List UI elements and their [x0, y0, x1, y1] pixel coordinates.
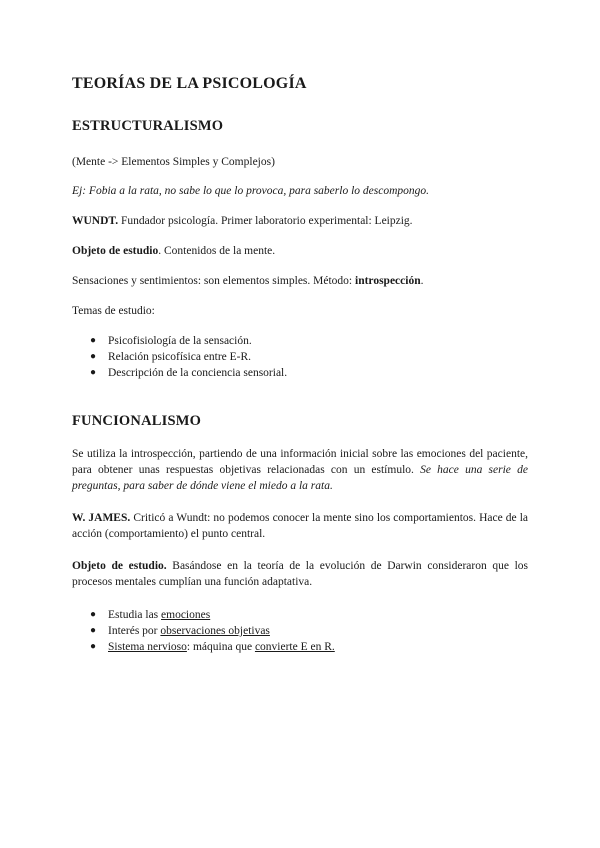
objeto-label: Objeto de estudio. [72, 560, 167, 572]
list-item-text: Descripción de la conciencia sensorial. [108, 367, 288, 379]
bullet-icon: ● [90, 641, 97, 652]
underlined-convierte: convierte E en R. [254, 641, 335, 653]
paragraph-sensaciones [72, 273, 528, 289]
bullet-icon: ● [90, 625, 97, 636]
paragraph-wundt [72, 213, 528, 229]
list-item: ● Sistema nervioso: máquina que convierte E en R. [90, 641, 335, 653]
bullet-icon: ● [90, 367, 97, 378]
metodo-end: . [420, 275, 424, 287]
james-name: W. JAMES. [72, 512, 131, 524]
list-item: ● Estudia las emociones [90, 609, 211, 621]
paragraph-temas: Temas de estudio: [72, 305, 155, 317]
section-heading-estructuralismo: ESTRUCTURALISMO [72, 118, 224, 134]
bullet-icon: ● [90, 351, 97, 362]
section-heading-funcionalismo: FUNCIONALISMO [72, 413, 202, 429]
temas-list [72, 333, 528, 381]
wundt-name: WUNDT. [72, 215, 119, 227]
paragraph-objeto-estructuralismo [72, 243, 528, 259]
list-item-text: Psicofisiología de la sensación. [108, 335, 252, 347]
list-item: ● Interés por observaciones objetivas [90, 625, 270, 637]
list-item [72, 365, 528, 381]
bullet-icon: ● [90, 335, 97, 346]
document-page [72, 74, 528, 655]
sensaciones-text: Sensaciones y sentimientos: son elementos simples. Método: [72, 275, 355, 287]
paragraph-objeto-funcionalismo [72, 558, 528, 590]
ejemplo-italic: Ej: Fobia a la rata, no sabe lo que lo provoca, para saberlo lo descompongo. [72, 185, 429, 197]
wundt-text: Fundador psicología. Primer laboratorio experimental: Leipzig. [118, 215, 413, 227]
list-item-text: Relación psicofísica entre E-R. [108, 351, 252, 363]
paragraph-james [72, 510, 528, 542]
paragraph-mente: (Mente -> Elementos Simples y Complejos) [72, 156, 275, 168]
metodo-bold: introspección [355, 275, 421, 287]
bullet-icon: ● [90, 609, 97, 620]
list-item [72, 333, 528, 349]
intro-text: Se utiliza la introspección, partiendo de una información inicial sobre las emociones del paciente, para obtener unas respuestas objetivas relacionadas con un estímulo. [72, 448, 528, 476]
underlined-emociones: emociones [161, 609, 211, 621]
objeto-label: Objeto de estudio [72, 245, 159, 257]
list-item [72, 349, 528, 365]
underlined-sistema-nervioso: Sistema nervioso [108, 641, 187, 653]
james-text: Criticó a Wundt: no podemos conocer la mente sino los comportamientos. Hace de la acción (comportamiento) el punto central. [72, 512, 529, 540]
intro-italic: Se hace una serie de preguntas, para saber de dónde viene el miedo a la rata. [72, 464, 528, 492]
objeto-text: Basándose en la teoría de la evolución de Darwin consideraron que los procesos mentales cumplían una función adaptativa. [72, 560, 528, 588]
paragraph-funcionalismo-intro [72, 446, 528, 494]
objeto-text: . Contenidos de la mente. [158, 245, 276, 257]
document-title: TEORÍAS DE LA PSICOLOGÍA [72, 75, 307, 92]
funcionalismo-list [72, 607, 528, 655]
paragraph-ejemplo [72, 183, 528, 199]
underlined-observaciones: observaciones objetivas [160, 625, 270, 637]
